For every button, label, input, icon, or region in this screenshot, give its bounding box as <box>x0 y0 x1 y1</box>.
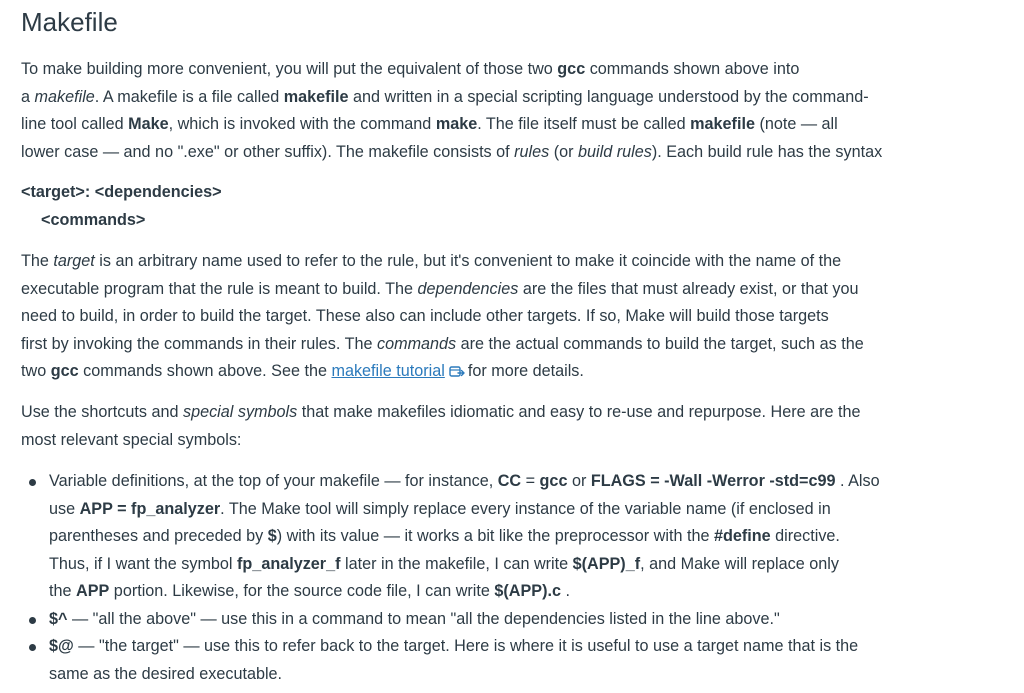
code-gcc-2: gcc <box>50 362 79 380</box>
rules-explanation-paragraph <box>21 248 1011 388</box>
para3-line-1: Use the shortcuts and special symbols that make makefiles idiomatic and easy to re-use and repurpose. Here are the <box>21 403 861 421</box>
term-rules: rules <box>514 142 550 161</box>
rule-syntax-block <box>21 179 222 234</box>
list-item-target: $@ — "the target" — use this to refer back to the target. Here is where it is useful to use a target name that is the same as the desired executable. <box>27 633 1017 688</box>
bullet-icon <box>29 617 36 624</box>
term-target: target <box>53 252 95 270</box>
code-makefile-name: makefile <box>690 115 755 133</box>
bullet-icon <box>29 644 36 651</box>
code-makefile: makefile <box>283 87 349 106</box>
list-item-variable-definitions: Variable definitions, at the top of your makefile — for instance, CC = gcc or FLAGS = -Wall -Werror -std=c99 . Also use APP = fp_analyzer. The Make tool will simply replace every instance of the variable name (if enclosed in parentheses and preceded by $) with its value — it works a bit like the preprocessor with the #define directive. Thus, if I want the symbol fp_analyzer_f later in the makefile, I can write $(APP)_f, and Make will replace only the APP portion. Likewise, for the source code file, I can write $(APP).c . <box>27 468 1017 606</box>
intro-line-1: To make building more convenient, you will put the equivalent of those two gcc commands shown above into <box>21 60 800 78</box>
symbol-caret: $^ <box>49 609 68 628</box>
para3-line-2: most relevant special symbols: <box>21 430 242 449</box>
para2-line-5: two gcc commands shown above. See the makefile tutorial for more details. <box>21 358 1011 388</box>
term-commands: commands <box>376 334 457 353</box>
term-build-rules: build rules <box>578 142 652 161</box>
code-make-command: make <box>435 115 478 133</box>
para2-line-3: need to build, in order to build the target. These also can include other targets. If so, Make will build those targets <box>21 307 829 325</box>
makefile-tutorial-link[interactable]: makefile tutorial <box>331 362 445 380</box>
page-title: Makefile <box>21 7 118 37</box>
syntax-commands-line: <commands> <box>41 210 146 229</box>
intro-line-4: lower case — and no ".exe" or other suffix). The makefile consists of rules (or build rules). Each build rule has the syntax <box>21 142 883 161</box>
code-make-tool: Make <box>128 115 169 133</box>
term-makefile: makefile <box>34 87 95 106</box>
para2-line-1: The target is an arbitrary name used to refer to the rule, but it's convenient to make it coincide with the name of the <box>21 252 842 270</box>
term-special-symbols: special symbols <box>182 403 298 421</box>
symbol-at: $@ <box>49 637 74 655</box>
code-gcc: gcc <box>557 60 586 78</box>
term-dependencies: dependencies <box>417 279 519 298</box>
para2-line-2: executable program that the rule is meant to build. The dependencies are the files that must already exist, or that you <box>21 279 859 298</box>
special-symbols-list <box>27 468 1017 688</box>
bullet-icon <box>29 479 36 486</box>
intro-paragraph <box>21 56 1011 166</box>
shortcuts-paragraph <box>21 399 1011 454</box>
list-item-all-dependencies: $^ — "all the above" — use this in a command to mean "all the dependencies listed in the line above." <box>27 606 1017 634</box>
external-link-icon[interactable] <box>449 360 466 388</box>
intro-line-3: line tool called Make, which is invoked with the command make. The file itself must be called makefile (note — all <box>21 115 838 133</box>
syntax-target-line: <target>: <dependencies> <box>21 183 222 201</box>
para2-line-4: first by invoking the commands in their rules. The commands are the actual commands to build the target, such as the <box>21 334 864 353</box>
intro-line-2: a makefile. A makefile is a file called makefile and written in a special scripting language understood by the command- <box>21 87 869 106</box>
